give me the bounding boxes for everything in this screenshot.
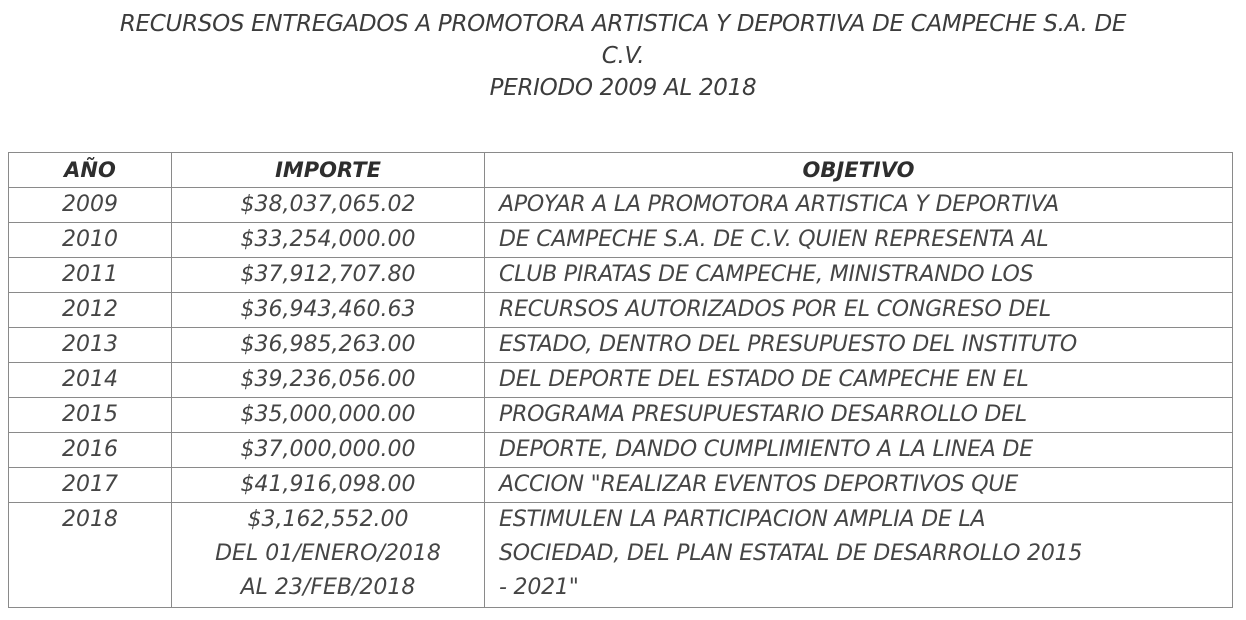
- cell-objective: CLUB PIRATAS DE CAMPECHE, MINISTRANDO LOS: [485, 258, 1233, 293]
- cell-objective: [485, 503, 1233, 608]
- objective-line: ESTIMULEN LA PARTICIPACION AMPLIA DE LA: [499, 507, 986, 532]
- cell-year: 2010: [9, 223, 172, 258]
- cell-amount: $38,037,065.02: [172, 188, 485, 223]
- cell-year: 2015: [9, 398, 172, 433]
- table-row: [9, 503, 1233, 608]
- cell-year: 2011: [9, 258, 172, 293]
- table-row: [9, 258, 1233, 293]
- cell-year: 2012: [9, 293, 172, 328]
- cell-amount: $39,236,056.00: [172, 363, 485, 398]
- table-row: [9, 328, 1233, 363]
- table-row: [9, 433, 1233, 468]
- cell-amount: $33,254,000.00: [172, 223, 485, 258]
- cell-year: 2013: [9, 328, 172, 363]
- table-row: [9, 223, 1233, 258]
- title-line-2: C.V.: [601, 43, 645, 69]
- cell-amount: $35,000,000.00: [172, 398, 485, 433]
- cell-objective: APOYAR A LA PROMOTORA ARTISTICA Y DEPORTIVA: [485, 188, 1233, 223]
- amount-period-end: AL 23/FEB/2018: [240, 575, 416, 600]
- amount-period-start: DEL 01/ENERO/2018: [215, 541, 441, 566]
- table-row: [9, 363, 1233, 398]
- objective-line: SOCIEDAD, DEL PLAN ESTATAL DE DESARROLLO 2015: [499, 541, 1083, 566]
- title-line-3: PERIODO 2009 AL 2018: [489, 75, 757, 101]
- cell-objective: PROGRAMA PRESUPUESTARIO DESARROLLO DEL: [485, 398, 1233, 433]
- cell-year: 2016: [9, 433, 172, 468]
- table-row: [9, 398, 1233, 433]
- cell-year: 2018: [9, 503, 172, 608]
- cell-objective: DEL DEPORTE DEL ESTADO DE CAMPECHE EN EL: [485, 363, 1233, 398]
- table-row: [9, 293, 1233, 328]
- amount-value: $3,162,552.00: [247, 507, 409, 532]
- header-amount: IMPORTE: [172, 153, 485, 188]
- table-row: [9, 188, 1233, 223]
- cell-year: 2017: [9, 468, 172, 503]
- header-objective: OBJETIVO: [485, 153, 1233, 188]
- cell-amount: $41,916,098.00: [172, 468, 485, 503]
- cell-objective: DEPORTE, DANDO CUMPLIMIENTO A LA LINEA DE: [485, 433, 1233, 468]
- cell-objective: ACCION "REALIZAR EVENTOS DEPORTIVOS QUE: [485, 468, 1233, 503]
- table-row: [9, 468, 1233, 503]
- title-line-1: RECURSOS ENTREGADOS A PROMOTORA ARTISTICA Y DEPORTIVA DE CAMPECHE S.A. DE: [119, 11, 1127, 37]
- cell-year: 2009: [9, 188, 172, 223]
- cell-amount: $36,985,263.00: [172, 328, 485, 363]
- cell-amount: $37,912,707.80: [172, 258, 485, 293]
- cell-amount: $37,000,000.00: [172, 433, 485, 468]
- cell-objective: RECURSOS AUTORIZADOS POR EL CONGRESO DEL: [485, 293, 1233, 328]
- cell-amount: $36,943,460.63: [172, 293, 485, 328]
- cell-objective: DE CAMPECHE S.A. DE C.V. QUIEN REPRESENTA AL: [485, 223, 1233, 258]
- objective-line: - 2021": [499, 575, 579, 600]
- cell-objective: ESTADO, DENTRO DEL PRESUPUESTO DEL INSTITUTO: [485, 328, 1233, 363]
- cell-amount: [172, 503, 485, 608]
- document-title: [0, 8, 1246, 104]
- table-header-row: [9, 153, 1233, 188]
- header-year: AÑO: [9, 153, 172, 188]
- cell-year: 2014: [9, 363, 172, 398]
- resources-table: [8, 152, 1233, 608]
